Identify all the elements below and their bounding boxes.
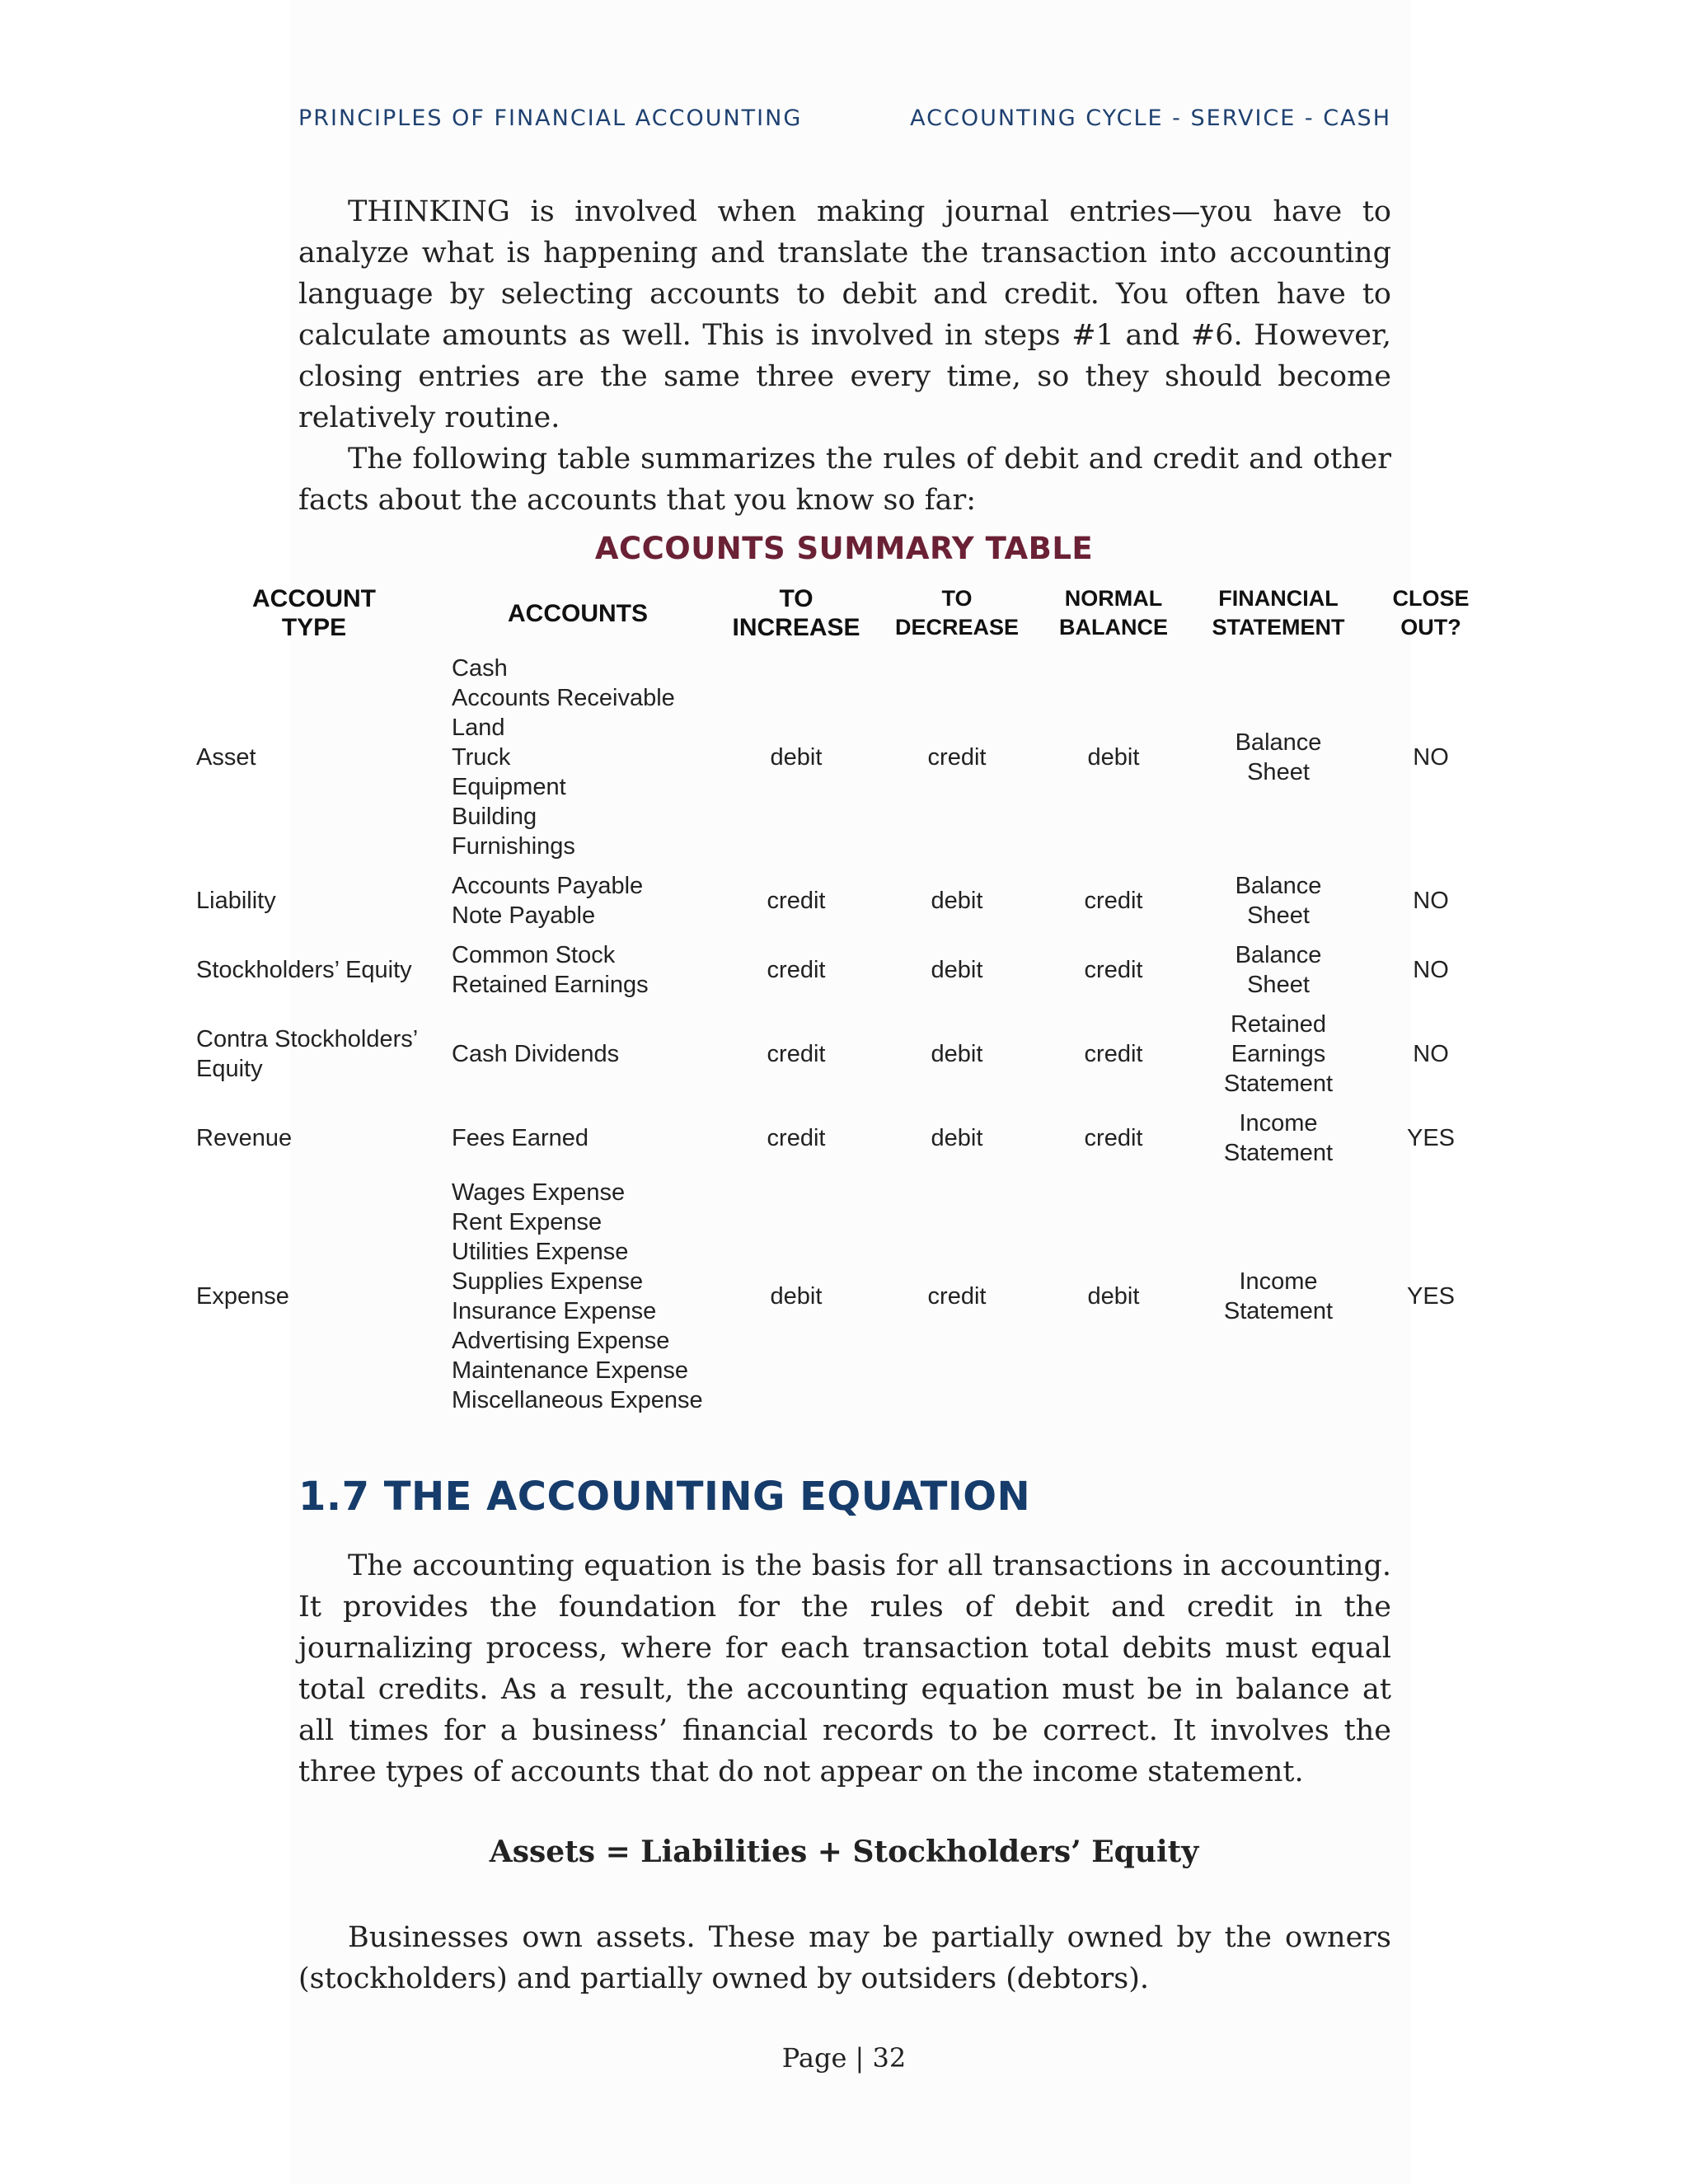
header-book-title: PRINCIPLES OF FINANCIAL ACCOUNTING: [298, 105, 803, 131]
table-row: [186, 935, 1497, 1005]
intro-paragraph-1: THINKING is involved when making journal entries—you have to analyze what is happening and translate the transaction into accounting language by selecting accounts to debit and credit. You often have to calculate amounts as well. This is involved in steps #1 and #6. However, closing entries are the same three every time, so they should become relatively routine.: [298, 195, 1391, 434]
header-financial-statement: FINANCIAL STATEMENT: [1212, 586, 1345, 640]
accounts-summary-table: [186, 581, 1497, 1420]
header-normal-balance: NORMAL BALANCE: [1059, 586, 1168, 640]
accounts-cell: Wages Expense Rent Expense Utilities Expense Supplies Expense Insurance Expense Advertising Expense Maintenance Expense Miscellaneous Expense: [452, 1179, 703, 1413]
header-chapter-title: ACCOUNTING CYCLE - SERVICE - CASH: [910, 105, 1391, 131]
table-row: [186, 1005, 1497, 1104]
close-out-cell: YES: [1406, 1125, 1456, 1151]
accounts-cell: Common Stock Retained Earnings: [452, 942, 649, 998]
table-title: ACCOUNTS SUMMARY TABLE: [594, 531, 1094, 566]
increase-cell: credit: [767, 1125, 826, 1151]
closing-paragraph: Businesses own assets. These may be partially owned by the owners (stockholders) and partially owned by outsiders (debtors).: [298, 1921, 1391, 1995]
header-accounts: ACCOUNTS: [508, 599, 648, 627]
normal-balance-cell: debit: [1087, 1283, 1140, 1310]
close-out-cell: NO: [1413, 957, 1449, 983]
account-type-cell: Expense: [196, 1283, 289, 1310]
intro-text: [298, 191, 1391, 521]
table-row: [186, 1173, 1497, 1420]
close-out-cell: NO: [1413, 888, 1449, 914]
increase-cell: credit: [767, 888, 826, 914]
increase-cell: debit: [770, 744, 823, 771]
statement-cell: Balance Sheet: [1235, 873, 1322, 929]
account-type-cell: Stockholders’ Equity: [196, 957, 412, 983]
close-out-cell: YES: [1406, 1283, 1456, 1310]
accounts-cell: Fees Earned: [452, 1125, 589, 1151]
accounting-equation: Assets = Liabilities + Stockholders’ Equity: [489, 1835, 1199, 1869]
statement-cell: Income Statement: [1223, 1110, 1334, 1166]
table-header-row: [186, 581, 1497, 649]
normal-balance-cell: credit: [1084, 957, 1143, 983]
decrease-cell: debit: [931, 1041, 983, 1067]
account-type-cell: Contra Stockholders’ Equity: [196, 1026, 419, 1082]
statement-cell: Income Statement: [1223, 1268, 1334, 1324]
account-type-cell: Liability: [196, 888, 276, 914]
statement-cell: Retained Earnings Statement: [1223, 1011, 1334, 1097]
equation-paragraph: The accounting equation is the basis for all transactions in accounting. It provides the foundation for the rules of debit and credit in the journalizing process, where for each transaction total debits must equal total credits. As a result, the accounting equation must be in balance at all times for a business’ financial records to be correct. It involves the three types of accounts that do not appear on the income statement.: [298, 1549, 1391, 1788]
closing-text: [298, 1917, 1391, 1999]
normal-balance-cell: credit: [1084, 1125, 1143, 1151]
decrease-cell: credit: [927, 1283, 987, 1310]
running-header: [298, 105, 1391, 131]
table-row: [186, 649, 1497, 866]
decrease-cell: debit: [931, 1125, 983, 1151]
statement-cell: Balance Sheet: [1235, 729, 1322, 785]
close-out-cell: NO: [1413, 744, 1449, 771]
section-heading: 1.7 THE ACCOUNTING EQUATION: [298, 1474, 1031, 1520]
header-close-out: CLOSE OUT?: [1392, 586, 1470, 640]
decrease-cell: debit: [931, 888, 983, 914]
close-out-cell: NO: [1413, 1041, 1449, 1067]
decrease-cell: debit: [931, 957, 983, 983]
normal-balance-cell: credit: [1084, 1041, 1143, 1067]
header-to-decrease: TO DECREASE: [894, 586, 1020, 640]
statement-cell: Balance Sheet: [1235, 942, 1322, 998]
normal-balance-cell: debit: [1087, 744, 1140, 771]
table-row: [186, 866, 1497, 935]
increase-cell: credit: [767, 957, 826, 983]
header-account-type: ACCOUNT TYPE: [252, 585, 376, 641]
table-row: [186, 1104, 1497, 1173]
increase-cell: credit: [767, 1041, 826, 1067]
decrease-cell: credit: [927, 744, 987, 771]
account-type-cell: Asset: [196, 744, 256, 771]
accounts-cell: Cash Dividends: [452, 1041, 620, 1067]
accounts-cell: Accounts Payable Note Payable: [452, 873, 644, 929]
equation-intro-text: [298, 1545, 1391, 1793]
normal-balance-cell: credit: [1084, 888, 1143, 914]
header-to-increase: TO INCREASE: [732, 585, 860, 641]
increase-cell: debit: [770, 1283, 823, 1310]
account-type-cell: Revenue: [196, 1125, 293, 1151]
intro-paragraph-2: The following table summarizes the rules of debit and credit and other facts about the accounts that you know so far:: [298, 443, 1391, 517]
page-number: Page | 32: [781, 2042, 907, 2074]
accounts-cell: Cash Accounts Receivable Land Truck Equipment Building Furnishings: [452, 655, 675, 860]
